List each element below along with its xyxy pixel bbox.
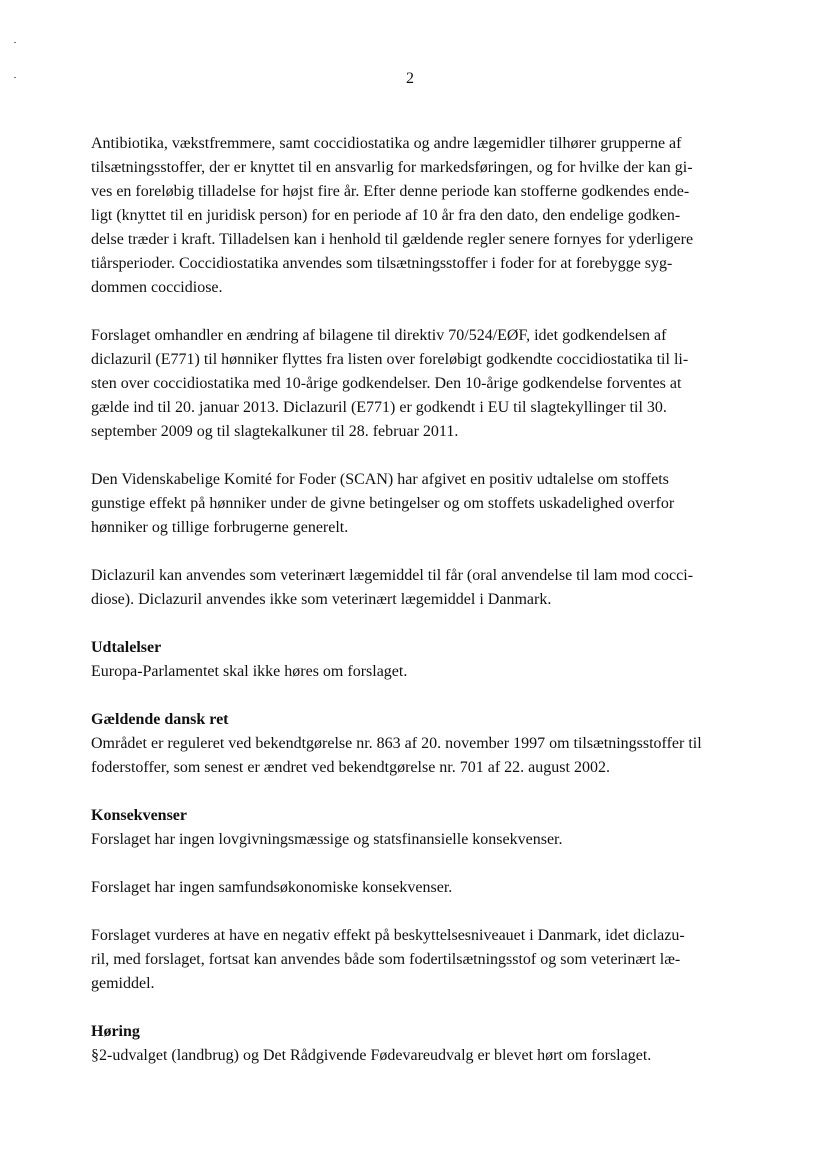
text-line: Forslaget omhandler en ændring af bilagene til direktiv 70/524/EØF, idet godkendelsen af [91,327,667,344]
section-hoering [91,1020,731,1068]
paragraph [91,468,731,540]
text-line: gemiddel. [91,975,155,992]
section-gaeldende-dansk-ret [91,708,731,780]
section-heading: Konsekvenser [91,807,187,824]
text-line: Forslaget har ingen samfundsøkonomiske konsekvenser. [91,879,453,896]
text-line: foderstoffer, som senest er ændret ved bekendtgørelse nr. 701 af 22. august 2002. [91,759,610,776]
section-heading: Høring [91,1023,140,1040]
page-number: 2 [406,70,414,87]
text-line: Diclazuril kan anvendes som veterinært lægemiddel til får (oral anvendelse til lam mod cocci- [91,567,694,584]
text-line: diose). Diclazuril anvendes ikke som veterinært lægemiddel i Danmark. [91,591,552,608]
section-heading: Udtalelser [91,639,162,656]
text-line: §2-udvalget (landbrug) og Det Rådgivende Fødevareudvalg er blevet hørt om forslaget. [91,1047,652,1064]
text-line: ligt (knyttet til en juridisk person) for en periode af 10 år fra den dato, den endelige godken- [91,207,681,224]
text-line: delse træder i kraft. Tilladelsen kan i henhold til gældende regler senere fornyes for yderligere [91,231,694,248]
text-line: hønniker og tillige forbrugerne generelt. [91,519,349,536]
text-line: sten over coccidiostatika med 10-årige godkendelser. Den 10-årige godkendelse forventes at [91,375,682,392]
text-line: ril, med forslaget, fortsat kan anvendes både som fodertilsætningsstof og som veterinært læ- [91,951,681,968]
section-heading: Gældende dansk ret [91,711,229,728]
text-line: Området er reguleret ved bekendtgørelse nr. 863 af 20. november 1997 om tilsætningsstoffer til [91,735,702,752]
scan-mark [14,42,16,43]
section-udtalelser [91,636,731,684]
section-konsekvenser [91,804,731,852]
paragraph [91,324,731,444]
text-line: Forslaget har ingen lovgivningsmæssige og statsfinansielle konsekvenser. [91,831,563,848]
paragraph [91,876,731,900]
text-line: Europa-Parlamentet skal ikke høres om forslaget. [91,663,408,680]
text-line: Forslaget vurderes at have en negativ effekt på beskyttelsesniveauet i Danmark, idet diclazu- [91,927,685,944]
text-line: tiårsperioder. Coccidiostatika anvendes som tilsætningsstoffer i foder for at forebygge syg- [91,255,673,272]
text-line: gunstige effekt på hønniker under de givne betingelser og om stoffets uskadelighed overfor [91,495,675,512]
text-line: dommen coccidiose. [91,279,223,296]
text-line: Den Videnskabelige Komité for Foder (SCAN) har afgivet en positiv udtalelse om stoffets [91,471,669,488]
document-body [91,132,731,1092]
text-line: ves en foreløbig tilladelse for højst fire år. Efter denne periode kan stofferne godkendes ende- [91,183,690,200]
text-line: diclazuril (E771) til hønniker flyttes fra listen over foreløbigt godkendte coccidiostatika til li- [91,351,689,368]
text-line: tilsætningsstoffer, der er knyttet til en ansvarlig for markedsføringen, og for hvilke der kan gi- [91,159,693,176]
paragraph [91,132,731,300]
text-line: gælde ind til 20. januar 2013. Diclazuril (E771) er godkendt i EU til slagtekyllinger til 30. [91,399,667,416]
paragraph [91,924,731,996]
text-line: Antibiotika, vækstfremmere, samt coccidiostatika og andre lægemidler tilhører grupperne af [91,135,682,152]
paragraph [91,564,731,612]
text-line: september 2009 og til slagtekalkuner til 28. februar 2011. [91,423,459,440]
